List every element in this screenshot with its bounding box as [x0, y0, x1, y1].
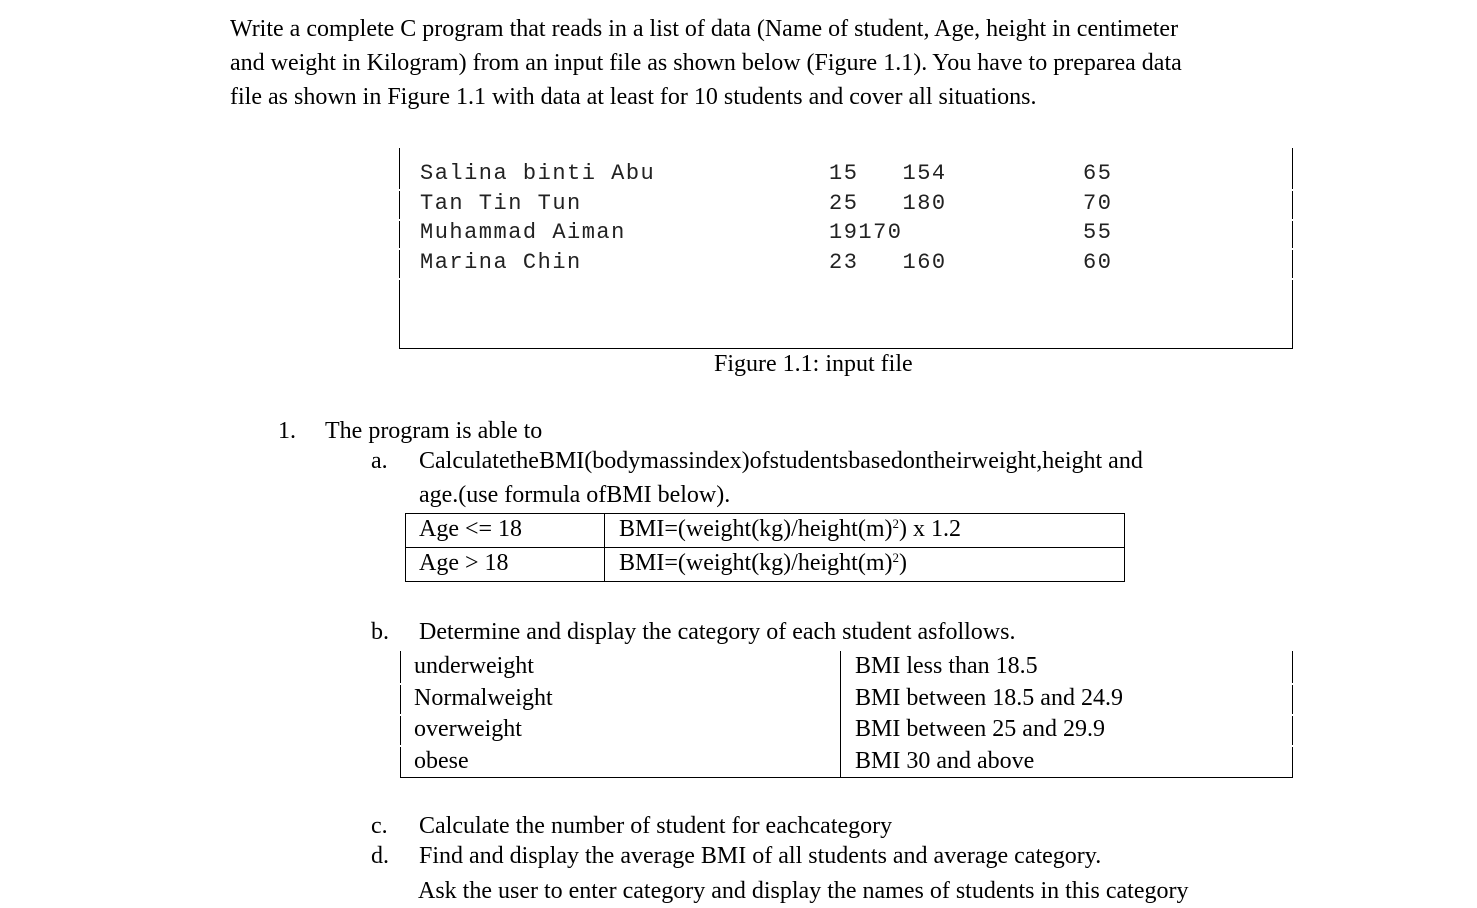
figure-caption: Figure 1.1: input file [714, 351, 913, 377]
question-number: 1. [278, 418, 296, 444]
student-name: Tan Tin Tun [420, 191, 582, 216]
part-e-partial-text: Ask the user to enter category and display the names of students in this category [418, 878, 1189, 904]
part-d-text: Find and display the average BMI of all students and average category. [419, 843, 1102, 869]
student-name: Salina binti Abu [420, 161, 656, 186]
part-a-marker: a. [371, 448, 388, 474]
part-b-marker: b. [371, 619, 389, 645]
part-b-text: Determine and display the category of each student asfollows. [419, 619, 1016, 645]
student-age-height: 25 180 [829, 191, 947, 216]
category-range-cell: BMI between 18.5 and 24.9 [855, 685, 1123, 711]
student-name: Marina Chin [420, 250, 582, 275]
category-name-cell: obese [414, 748, 469, 774]
student-weight: 60 [1083, 250, 1113, 275]
student-name: Muhammad Aiman [420, 220, 626, 245]
category-range-cell: BMI between 25 and 29.9 [855, 716, 1105, 742]
student-age-height: 19170 [829, 220, 903, 245]
intro-line-2: and weight in Kilogram) from an input file as shown below (Figure 1.1). You have to preparea data [230, 50, 1182, 76]
bmi-formula-cell: $BMI=(weight(kg)/height(m)^2)$ [619, 550, 907, 576]
age-condition-cell: Age <= 18 [419, 516, 523, 542]
student-weight: 55 [1083, 220, 1113, 245]
question-lead: The program is able to [325, 418, 543, 444]
category-name-cell: overweight [414, 716, 522, 742]
category-range-cell: BMI 30 and above [855, 748, 1035, 774]
student-age-height: 15 154 [829, 161, 947, 186]
part-c-marker: c. [371, 813, 388, 839]
student-weight: 70 [1083, 191, 1113, 216]
part-e-partial [418, 874, 1198, 904]
age-condition-cell: Age > 18 [419, 550, 509, 576]
category-name-cell: underweight [414, 653, 534, 679]
intro-line-3: file as shown in Figure 1.1 with data at least for 10 students and cover all situations. [230, 84, 1037, 110]
student-age-height: 23 160 [829, 250, 947, 275]
part-a-line-2: age.(use formula ofBMI below). [419, 482, 731, 508]
bmi-formula-cell: $BMI=(weight(kg)/height(m)^2)$ x 1.2 [619, 516, 961, 542]
category-name-cell: Normalweight [414, 685, 553, 711]
category-range-cell: BMI less than 18.5 [855, 653, 1038, 679]
part-d-marker: d. [371, 843, 389, 869]
part-c-text: Calculate the number of student for eachcategory [419, 813, 893, 839]
student-weight: 65 [1083, 161, 1113, 186]
intro-line-1: Write a complete C program that reads in a list of data (Name of student, Age, height in centimeter [230, 16, 1179, 42]
part-a-line-1: CalculatetheBMI(bodymassindex)ofstudentsbasedontheirweight,height and [419, 448, 1143, 474]
